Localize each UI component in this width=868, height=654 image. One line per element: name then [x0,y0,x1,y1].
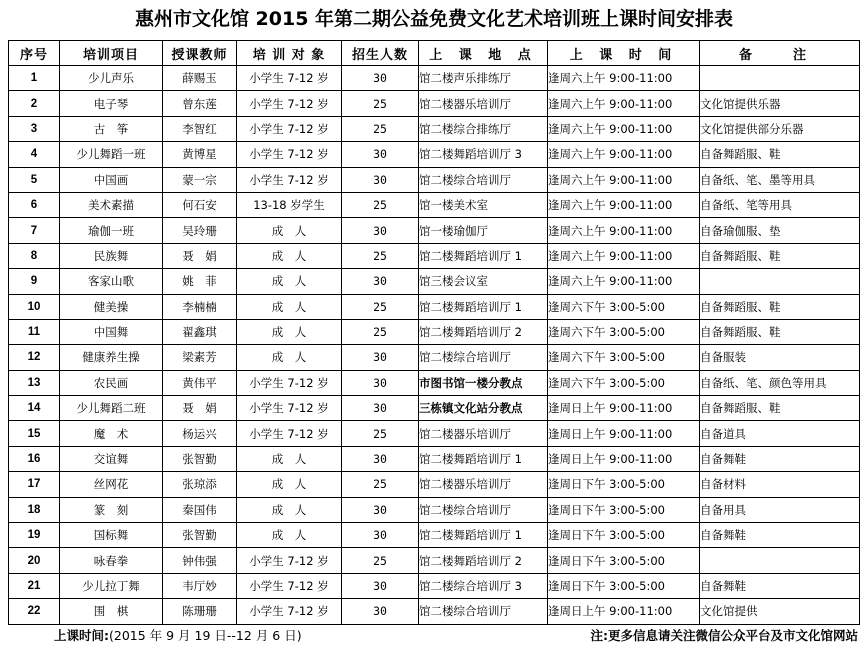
table-row [9,116,860,141]
teacher-cell: 李智红 [163,116,237,141]
course-item-cell: 健美操 [60,294,163,319]
target-audience-cell: 成 人 [237,345,342,370]
location-cell: 馆二楼舞蹈培训厅 1 [419,294,548,319]
target-audience-cell: 成 人 [237,497,342,522]
table-row [9,91,860,116]
note-cell: 自备舞蹈服、鞋 [700,243,860,268]
teacher-cell: 杨运兴 [163,421,237,446]
row-number-cell: 13 [9,370,60,395]
col-header-no: 序号 [9,41,60,66]
page-title: 惠州市文化馆 2015 年第二期公益免费文化艺术培训班上课时间安排表 [134,8,734,30]
target-audience-cell: 成 人 [237,269,342,294]
course-item-cell: 美术素描 [60,192,163,217]
table-row [9,548,860,573]
enrollment-count-cell: 30 [342,573,419,598]
teacher-cell: 张智勤 [163,446,237,471]
location-cell: 馆三楼会议室 [419,269,548,294]
location-cell: 馆二楼器乐培训厅 [419,421,548,446]
enrollment-count-cell: 25 [342,91,419,116]
note-cell: 自备纸、笔、墨等用具 [700,167,860,192]
enrollment-count-cell: 25 [342,243,419,268]
enrollment-count-cell: 25 [342,548,419,573]
course-item-cell: 电子琴 [60,91,163,116]
table-row [9,167,860,192]
enrollment-count-cell: 30 [342,523,419,548]
course-item-cell: 健康养生操 [60,345,163,370]
table-row [9,446,860,471]
teacher-cell: 翟鑫琪 [163,319,237,344]
target-audience-cell: 小学生 7-12 岁 [237,116,342,141]
target-audience-cell: 小学生 7-12 岁 [237,370,342,395]
note-cell: 自备舞蹈服、鞋 [700,142,860,167]
location-cell: 馆二楼综合培训厅 [419,599,548,624]
row-number-cell: 3 [9,116,60,141]
class-time-cell: 逢周日下午 3:00-5:00 [548,497,700,522]
teacher-cell: 曾东莲 [163,91,237,116]
row-number-cell: 1 [9,66,60,91]
location-cell: 馆一楼美术室 [419,192,548,217]
target-audience-cell: 小学生 7-12 岁 [237,66,342,91]
class-time-cell: 逢周六上午 9:00-11:00 [548,142,700,167]
location-cell: 馆一楼瑜伽厅 [419,218,548,243]
note-cell: 自备舞鞋 [700,446,860,471]
table-row [9,66,860,91]
row-number-cell: 6 [9,192,60,217]
course-period-label: 上课时间: [54,628,109,643]
enrollment-count-cell: 25 [342,319,419,344]
course-item-cell: 瑜伽一班 [60,218,163,243]
note-cell: 自备纸、笔等用具 [700,192,860,217]
note-cell: 自备舞蹈服、鞋 [700,294,860,319]
row-number-cell: 22 [9,599,60,624]
class-time-cell: 逢周六下午 3:00-5:00 [548,345,700,370]
note-cell: 自备舞蹈服、鞋 [700,319,860,344]
course-item-cell: 围 棋 [60,599,163,624]
teacher-cell: 张琼添 [163,472,237,497]
class-time-cell: 逢周日下午 3:00-5:00 [548,548,700,573]
col-header-item: 培训项目 [60,41,163,66]
table-row [9,218,860,243]
enrollment-count-cell: 25 [342,116,419,141]
enrollment-count-cell: 30 [342,345,419,370]
note-cell: 自备道具 [700,421,860,446]
course-item-cell: 客家山歌 [60,269,163,294]
class-time-cell: 逢周六上午 9:00-11:00 [548,269,700,294]
target-audience-cell: 13-18 岁学生 [237,192,342,217]
course-item-cell: 中国画 [60,167,163,192]
teacher-cell: 陈珊珊 [163,599,237,624]
note-cell: 文化馆提供 [700,599,860,624]
course-item-cell: 魔 术 [60,421,163,446]
enrollment-count-cell: 30 [342,599,419,624]
enrollment-count-cell: 25 [342,472,419,497]
teacher-cell: 何石安 [163,192,237,217]
note-cell: 自备舞蹈服、鞋 [700,396,860,421]
table-row [9,269,860,294]
location-cell: 三栋镇文化站分教点 [419,396,548,421]
target-audience-cell: 成 人 [237,472,342,497]
teacher-cell: 钟伟强 [163,548,237,573]
teacher-cell: 吴玲珊 [163,218,237,243]
location-cell: 馆二楼声乐排练厅 [419,66,548,91]
note-cell: 自备服装 [700,345,860,370]
table-row [9,319,860,344]
class-time-cell: 逢周六上午 9:00-11:00 [548,192,700,217]
location-cell: 馆二楼器乐培训厅 [419,472,548,497]
table-row [9,472,860,497]
target-audience-cell: 成 人 [237,523,342,548]
note-cell [700,548,860,573]
class-time-cell: 逢周日下午 3:00-5:00 [548,523,700,548]
row-number-cell: 17 [9,472,60,497]
note-cell: 自备用具 [700,497,860,522]
target-audience-cell: 小学生 7-12 岁 [237,421,342,446]
row-number-cell: 4 [9,142,60,167]
enrollment-count-cell: 25 [342,294,419,319]
note-cell: 自备瑜伽服、垫 [700,218,860,243]
table-row [9,192,860,217]
row-number-cell: 8 [9,243,60,268]
location-cell: 馆二楼综合培训厅 [419,167,548,192]
location-cell: 馆二楼舞蹈培训厅 3 [419,142,548,167]
schedule-table [8,40,860,625]
col-header-note: 备 注 [700,41,860,66]
header-row [9,41,860,66]
course-item-cell: 咏春拳 [60,548,163,573]
row-number-cell: 20 [9,548,60,573]
class-time-cell: 逢周六下午 3:00-5:00 [548,370,700,395]
col-header-count: 招生人数 [342,41,419,66]
location-cell: 馆二楼舞蹈培训厅 1 [419,523,548,548]
footer-note-text: 更多信息请关注微信公众平台及市文化馆网站 [607,628,858,643]
course-item-cell: 中国舞 [60,319,163,344]
row-number-cell: 16 [9,446,60,471]
row-number-cell: 10 [9,294,60,319]
enrollment-count-cell: 30 [342,446,419,471]
schedule-body [9,66,860,625]
course-item-cell: 农民画 [60,370,163,395]
table-row [9,573,860,598]
table-row [9,599,860,624]
row-number-cell: 21 [9,573,60,598]
location-cell: 馆二楼舞蹈培训厅 1 [419,243,548,268]
enrollment-count-cell: 25 [342,192,419,217]
target-audience-cell: 小学生 7-12 岁 [237,573,342,598]
class-time-cell: 逢周日下午 3:00-5:00 [548,472,700,497]
footer-note-label: 注: [590,628,608,643]
location-cell: 馆二楼综合培训厅 3 [419,573,548,598]
table-row [9,421,860,446]
target-audience-cell: 小学生 7-12 岁 [237,548,342,573]
row-number-cell: 12 [9,345,60,370]
table-row [9,142,860,167]
target-audience-cell: 小学生 7-12 岁 [237,599,342,624]
target-audience-cell: 小学生 7-12 岁 [237,167,342,192]
note-cell [700,66,860,91]
table-row [9,497,860,522]
course-item-cell: 少儿声乐 [60,66,163,91]
class-time-cell: 逢周日上午 9:00-11:00 [548,446,700,471]
target-audience-cell: 成 人 [237,319,342,344]
note-cell [700,269,860,294]
note-cell: 文化馆提供乐器 [700,91,860,116]
course-item-cell: 篆 刻 [60,497,163,522]
location-cell: 馆二楼器乐培训厅 [419,91,548,116]
teacher-cell: 李楠楠 [163,294,237,319]
course-item-cell: 交谊舞 [60,446,163,471]
row-number-cell: 11 [9,319,60,344]
note-cell: 自备舞鞋 [700,573,860,598]
row-number-cell: 9 [9,269,60,294]
course-period-value: (2015 年 9 月 19 日--12 月 6 日) [109,628,302,643]
row-number-cell: 7 [9,218,60,243]
footer-note [590,626,858,644]
teacher-cell: 姚 菲 [163,269,237,294]
table-row [9,294,860,319]
course-item-cell: 少儿拉丁舞 [60,573,163,598]
target-audience-cell: 小学生 7-12 岁 [237,142,342,167]
table-row [9,243,860,268]
course-period [54,626,302,644]
enrollment-count-cell: 30 [342,218,419,243]
note-cell: 自备纸、笔、颜色等用具 [700,370,860,395]
teacher-cell: 梁素芳 [163,345,237,370]
row-number-cell: 14 [9,396,60,421]
class-time-cell: 逢周六上午 9:00-11:00 [548,243,700,268]
col-header-time: 上 课 时 间 [548,41,700,66]
class-time-cell: 逢周六上午 9:00-11:00 [548,91,700,116]
col-header-target: 培 训 对 象 [237,41,342,66]
course-item-cell: 少儿舞蹈二班 [60,396,163,421]
class-time-cell: 逢周日上午 9:00-11:00 [548,421,700,446]
course-item-cell: 国标舞 [60,523,163,548]
enrollment-count-cell: 30 [342,269,419,294]
teacher-cell: 蒙一宗 [163,167,237,192]
table-row [9,370,860,395]
enrollment-count-cell: 30 [342,396,419,421]
note-cell: 文化馆提供部分乐器 [700,116,860,141]
enrollment-count-cell: 30 [342,142,419,167]
course-item-cell: 古 筝 [60,116,163,141]
location-cell: 馆二楼舞蹈培训厅 2 [419,548,548,573]
teacher-cell: 秦国伟 [163,497,237,522]
teacher-cell: 韦厅妙 [163,573,237,598]
target-audience-cell: 小学生 7-12 岁 [237,396,342,421]
target-audience-cell: 成 人 [237,243,342,268]
row-number-cell: 15 [9,421,60,446]
class-time-cell: 逢周六下午 3:00-5:00 [548,319,700,344]
teacher-cell: 聂 娟 [163,243,237,268]
teacher-cell: 张智勤 [163,523,237,548]
class-time-cell: 逢周六上午 9:00-11:00 [548,167,700,192]
location-cell: 馆二楼舞蹈培训厅 1 [419,446,548,471]
class-time-cell: 逢周日上午 9:00-11:00 [548,599,700,624]
col-header-location: 上 课 地 点 [419,41,548,66]
teacher-cell: 黄伟平 [163,370,237,395]
note-cell: 自备材料 [700,472,860,497]
course-item-cell: 少儿舞蹈一班 [60,142,163,167]
course-item-cell: 丝网花 [60,472,163,497]
row-number-cell: 5 [9,167,60,192]
table-row [9,396,860,421]
course-item-cell: 民族舞 [60,243,163,268]
enrollment-count-cell: 25 [342,421,419,446]
class-time-cell: 逢周六上午 9:00-11:00 [548,66,700,91]
location-cell: 馆二楼综合培训厅 [419,497,548,522]
table-row [9,523,860,548]
row-number-cell: 2 [9,91,60,116]
target-audience-cell: 成 人 [237,294,342,319]
location-cell: 馆二楼舞蹈培训厅 2 [419,319,548,344]
note-cell: 自备舞鞋 [700,523,860,548]
enrollment-count-cell: 30 [342,370,419,395]
target-audience-cell: 成 人 [237,218,342,243]
row-number-cell: 18 [9,497,60,522]
enrollment-count-cell: 30 [342,497,419,522]
class-time-cell: 逢周六上午 9:00-11:00 [548,218,700,243]
location-cell: 馆二楼综合排练厅 [419,116,548,141]
target-audience-cell: 成 人 [237,446,342,471]
location-cell: 市图书馆一楼分教点 [419,370,548,395]
target-audience-cell: 小学生 7-12 岁 [237,91,342,116]
enrollment-count-cell: 30 [342,66,419,91]
teacher-cell: 薛赐玉 [163,66,237,91]
class-time-cell: 逢周六上午 9:00-11:00 [548,116,700,141]
table-row [9,345,860,370]
row-number-cell: 19 [9,523,60,548]
class-time-cell: 逢周日下午 3:00-5:00 [548,573,700,598]
col-header-teacher: 授课教师 [163,41,237,66]
enrollment-count-cell: 30 [342,167,419,192]
class-time-cell: 逢周六下午 3:00-5:00 [548,294,700,319]
location-cell: 馆二楼综合培训厅 [419,345,548,370]
teacher-cell: 聂 娟 [163,396,237,421]
class-time-cell: 逢周日上午 9:00-11:00 [548,396,700,421]
teacher-cell: 黄博星 [163,142,237,167]
